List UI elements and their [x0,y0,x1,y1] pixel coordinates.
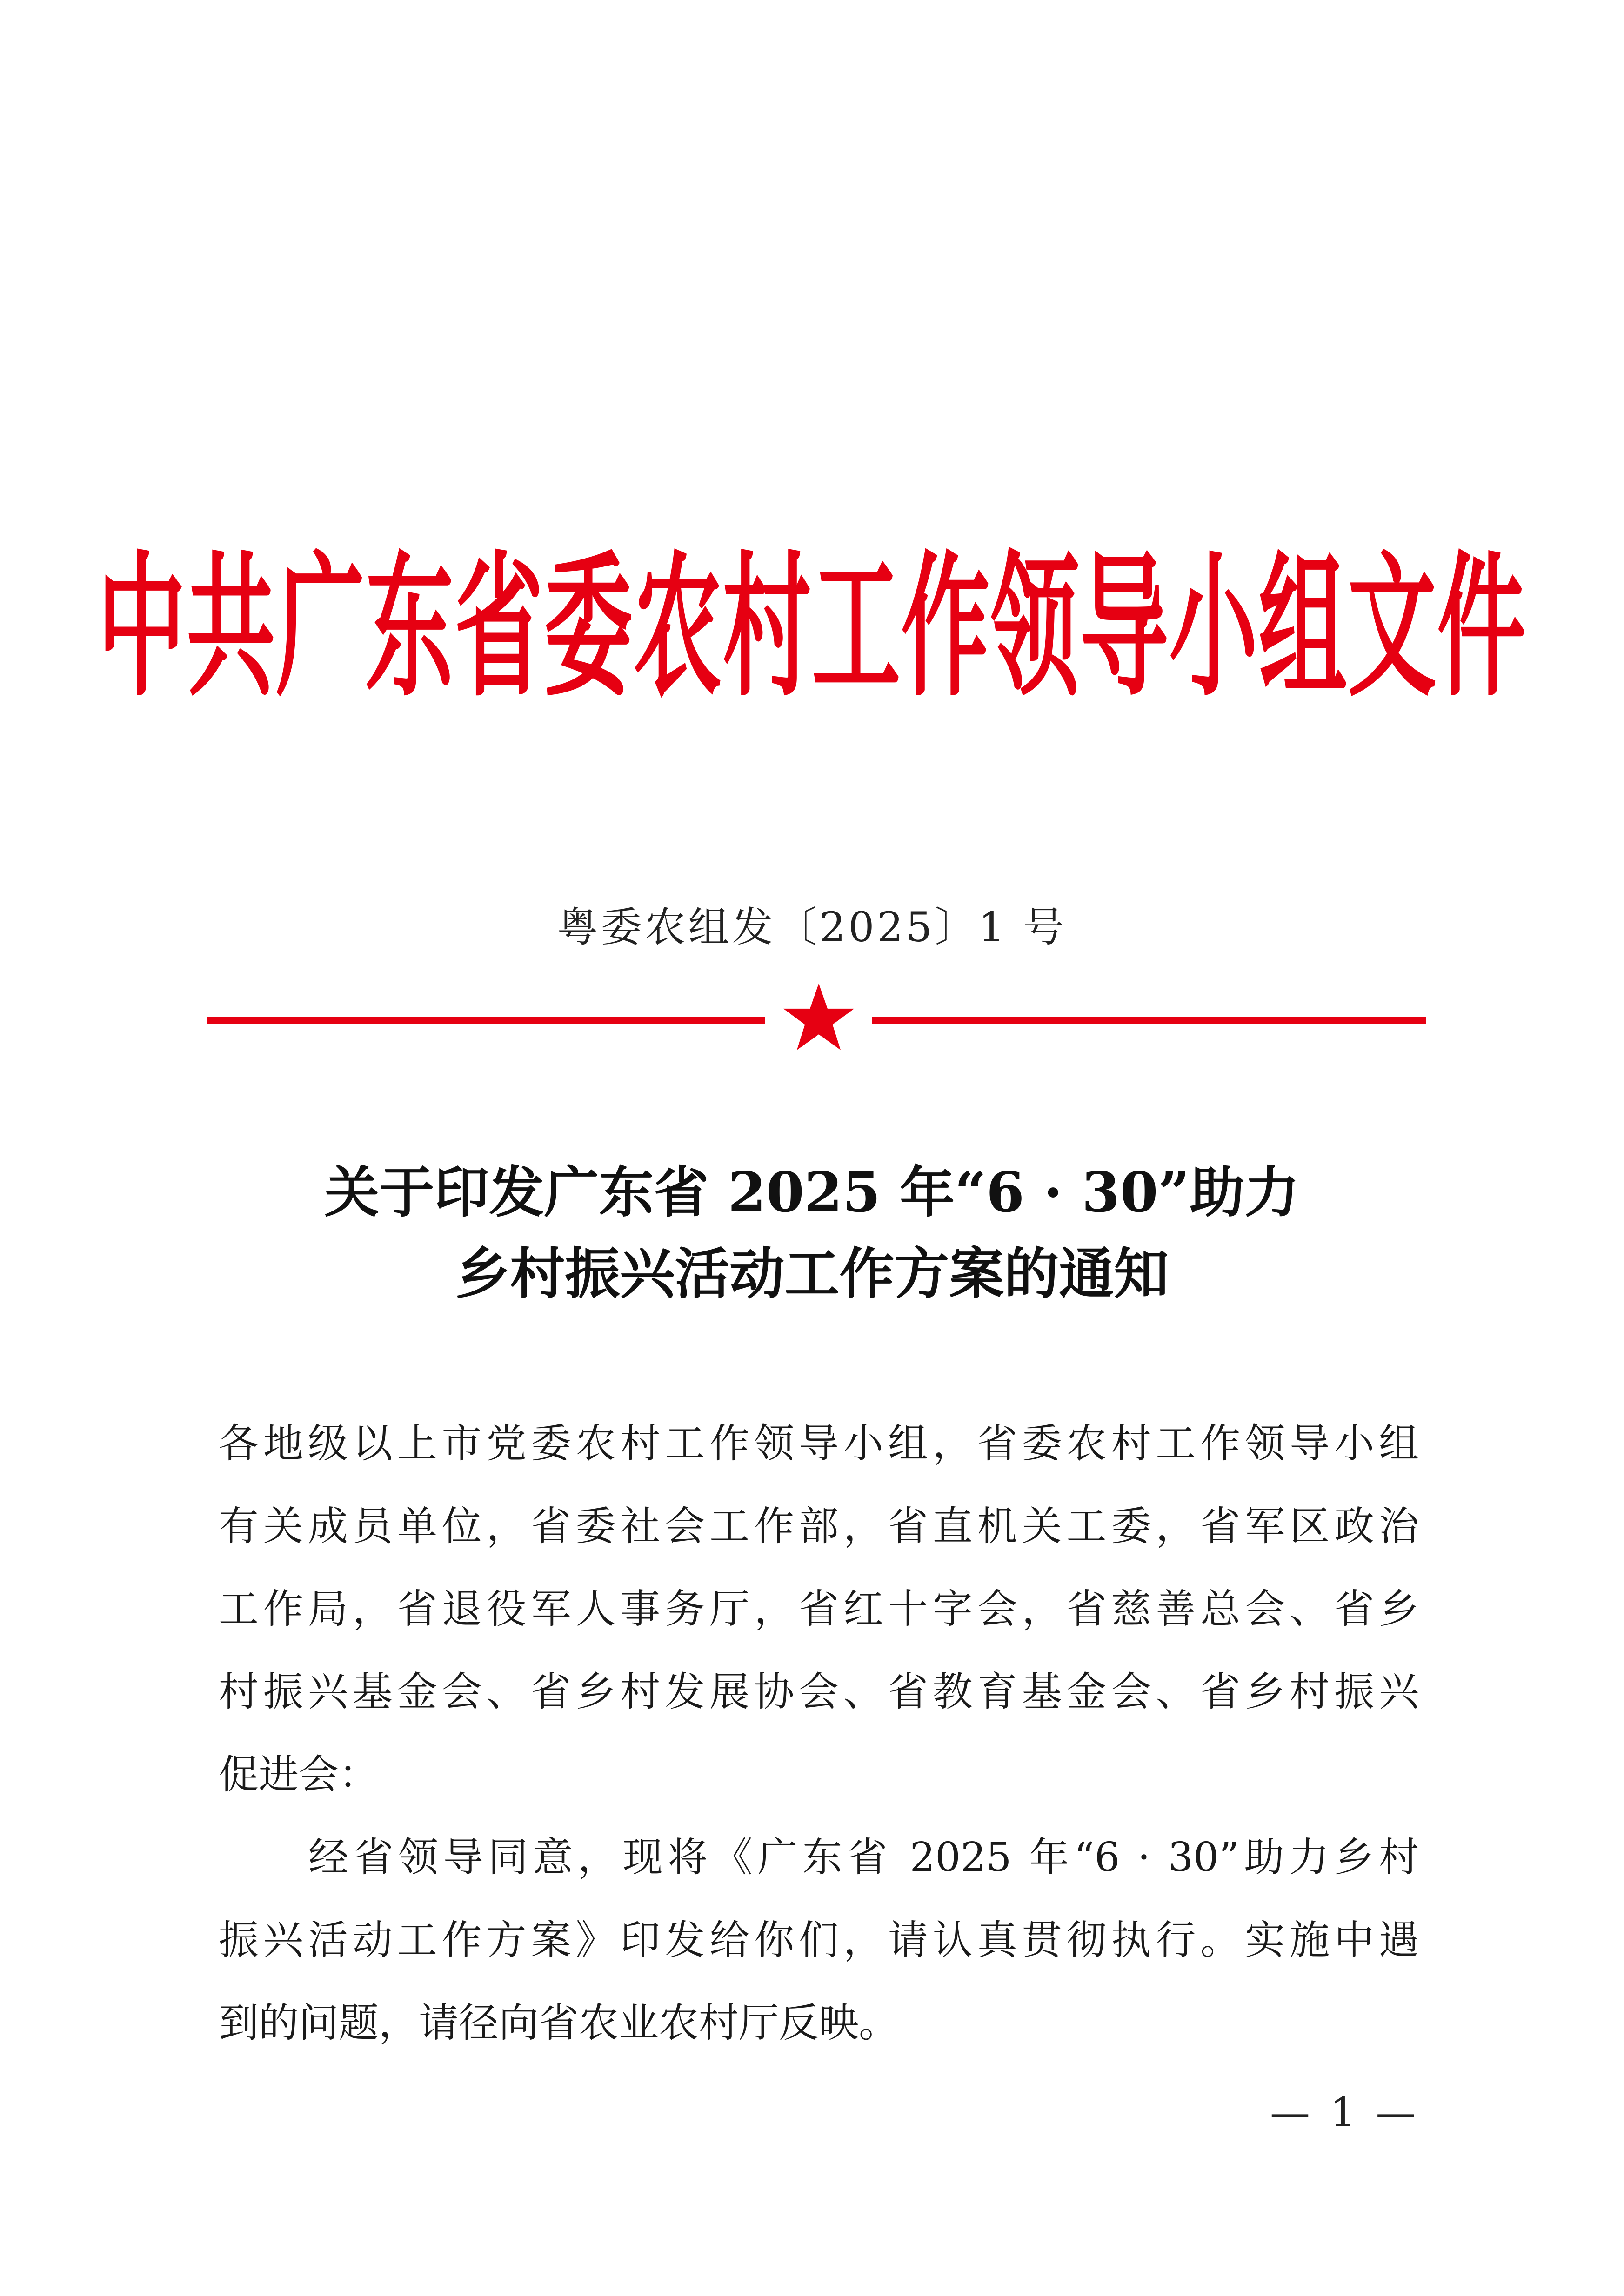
body-line: 到的问题，请径向省农业农村厅反映。 [219,2000,899,2046]
salutation-line: 促进会： [219,1751,379,1798]
salutation-line: 各地级以上市党委农村工作领导小组，省委农村工作领导小组 [219,1420,1419,1467]
divider-line-right [872,1017,1426,1024]
body-line: 经省领导同意，现将《广东省 2025 年“6 · 30”助力乡村 [219,1834,1419,1881]
issuing-authority-header [0,537,1624,718]
salutation-block [219,1402,1419,1816]
divider-line-left [207,1017,765,1024]
document-title-line-2: 乡村振兴活动工作方案的通知 [455,1241,1169,1306]
page-number: — 1 — [1270,2090,1420,2136]
red-divider [207,981,1426,1060]
issuer-name: 中共广东省委农村工作领导小组文件 [97,537,1527,718]
body-paragraph [219,1816,1419,2064]
salutation-line: 村振兴基金会、省乡村发展协会、省教育基金会、省乡村振兴 [219,1669,1419,1715]
document-title-line-1: 关于印发广东省 2025 年“6 · 30”助力 [324,1160,1300,1225]
body-line: 振兴活动工作方案》印发给你们，请认真贯彻执行。实施中遇 [219,1917,1419,1963]
salutation-line: 有关成员单位，省委社会工作部，省直机关工委，省军区政治 [219,1503,1419,1550]
salutation-line: 工作局，省退役军人事务厅，省红十字会，省慈善总会、省乡 [219,1586,1419,1632]
document-number: 粤委农组发〔2025〕1 号 [557,903,1067,951]
star-icon [782,981,856,1056]
